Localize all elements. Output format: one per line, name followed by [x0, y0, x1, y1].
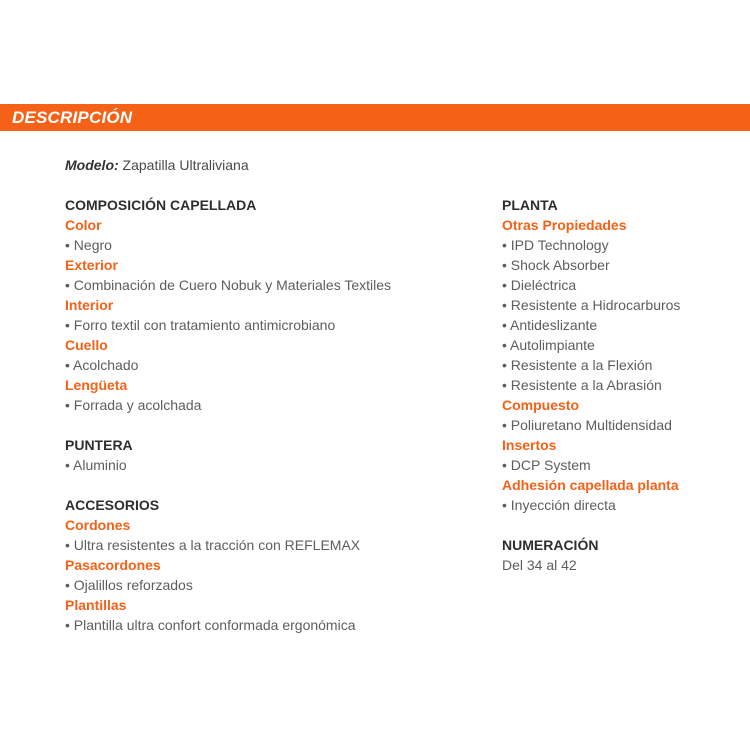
description-banner	[0, 104, 750, 131]
puntera-heading: PUNTERA	[65, 437, 133, 453]
planta-heading: PLANTA	[502, 197, 558, 213]
section-gap	[65, 415, 485, 435]
interior-label: Interior	[65, 297, 114, 313]
numeracion-value: Del 34 al 42	[502, 557, 577, 573]
exterior-item: • Combinación de Cuero Nobuk y Materiales Textiles	[65, 277, 392, 293]
numeracion-heading: NUMERACIÓN	[502, 537, 599, 553]
adhesion-item: • Inyección directa	[502, 497, 616, 513]
model-value: Zapatilla Ultraliviana	[122, 157, 249, 173]
model-line	[65, 155, 249, 175]
insertos-label: Insertos	[502, 437, 557, 453]
list-item: • Antideslizante	[502, 317, 598, 333]
interior-item: • Forro textil con tratamiento antimicrobiano	[65, 317, 336, 333]
banner-title: DESCRIPCIÓN	[12, 108, 133, 127]
pasacordones-item: • Ojalillos reforzados	[65, 577, 193, 593]
exterior-label: Exterior	[65, 257, 118, 273]
list-item: • Shock Absorber	[502, 257, 610, 273]
adhesion-label: Adhesión capellada planta	[502, 477, 679, 493]
section-gap	[65, 475, 485, 495]
list-item: • Resistente a la Abrasión	[502, 377, 662, 393]
lengueta-item: • Forrada y acolchada	[65, 397, 202, 413]
color-label: Color	[65, 217, 102, 233]
accesorios-heading: ACCESORIOS	[65, 497, 160, 513]
compuesto-item: • Poliuretano Multidensidad	[502, 417, 672, 433]
plantillas-label: Plantillas	[65, 597, 127, 613]
color-item: • Negro	[65, 237, 112, 253]
insertos-item: • DCP System	[502, 457, 591, 473]
model-label: Modelo:	[65, 157, 119, 173]
cordones-label: Cordones	[65, 517, 131, 533]
list-item: • Resistente a la Flexión	[502, 357, 653, 373]
right-column	[502, 195, 742, 575]
cordones-item: • Ultra resistentes a la tracción con REFLEMAX	[65, 537, 361, 553]
lengueta-label: Lengüeta	[65, 377, 128, 393]
list-item: • Autolimpiante	[502, 337, 595, 353]
puntera-item: • Aluminio	[65, 457, 127, 473]
section-gap	[502, 515, 742, 535]
cuello-item: • Acolchado	[65, 357, 139, 373]
list-item: • Dieléctrica	[502, 277, 577, 293]
pasacordones-label: Pasacordones	[65, 557, 161, 573]
composicion-heading: COMPOSICIÓN CAPELLADA	[65, 197, 257, 213]
otras-propiedades-label: Otras Propiedades	[502, 217, 627, 233]
list-item: • Resistente a Hidrocarburos	[502, 297, 681, 313]
plantillas-item: • Plantilla ultra confort conformada ergonómica	[65, 617, 356, 633]
cuello-label: Cuello	[65, 337, 108, 353]
left-column	[65, 195, 485, 635]
list-item: • IPD Technology	[502, 237, 609, 253]
compuesto-label: Compuesto	[502, 397, 579, 413]
